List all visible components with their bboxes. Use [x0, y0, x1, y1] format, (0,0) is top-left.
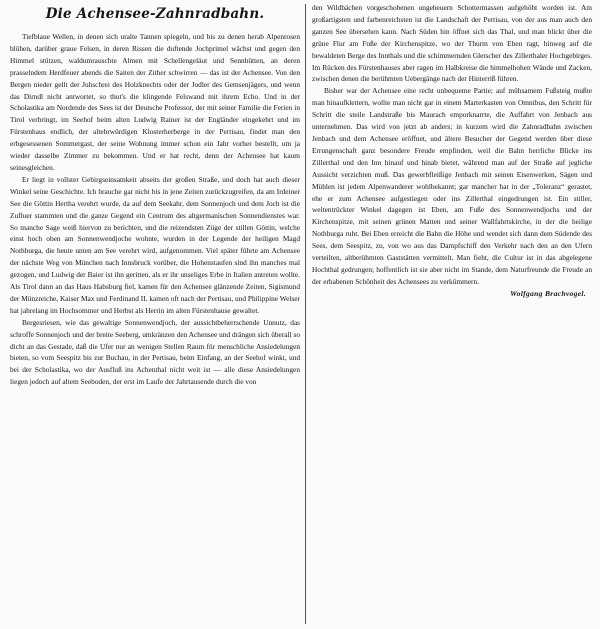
paragraph: Tiefblaue Wellen, in denen sich uralte Tannen spiegeln, und bis zu denen herab Alpenrosen blühen, darüber graue Felsen, in deren Rissen die duftende Jochprimel wächst und gegen den Himmel stützen, waldumrauschte Almen mit Schellengeläut und Sennhütten, an deren prasselndem Herdfeuer abends die Saiten der Zither schwirren — das ist der Achensee. Von den Bergen nieder gellt der Juhschrei des Holzknechts oder der Jodler des Gemsenjägers, und wenn das Dirndl nicht antwortet, so thut's die klingende Felswand mit ihrem Echo. Und in der Scholastika am Nordende des Sees ist der Deutsche Professor, der mit seiner Familie die Ferien in Tirol verbringt, im Seehof beim alten Ludwig Rainer ist der Engländer eingekehrt und im Fürstenhaus endlich, der altehrwürdigen Klosterherberge in der Pertisau, findet man den erbgesessenen Sommergast, der seine Wohnung immer schon ein Jahr vorher bestellt, um ja wieder dasselbe Zimmer zu bekommen. Und er hat recht, denn der Achensee hat kaum seinesgleichen.	[10, 32, 300, 172]
column-divider	[305, 4, 306, 624]
author-signature: Wolfgang Brachvogel.	[510, 288, 586, 298]
paragraph: Bisher war der Achensee eine recht unbequeme Partie; auf mühsamem Fußsteig mußte man hinaufklettern, wollte man nicht gar in einem Marterkasten von Omnibus, den Schritt für Schritt die steile Landstraße bis Maurach emporknarrte, die Auffahrt von Jenbach aus unternehmen. Das wird von jetzt ab anders; in kurzem wird die Zahnradbahn zwischen Jenbach und dem Achensee eröffnet, und ältere Besucher der Gegend werden über diese Errungenschaft ganz besondere Freude empfinden, weil die Bahn herrliche Blicke ins Zillerthal und den Inn hinauf und hinab bietet, während man auf der Straße auf jegliche Aussicht verzichten muß. Das gewerbfleißige Jenbach mit seinen Eisenwerken, Sägen und Mühlen ist jedem Alpenwanderer wohlbekannt; gar mancher hat in der „Toleranz“ gerastet, ehe er zum Achensee aufgestiegen oder ins Zillerthal eingedrungen ist. Ein stiller, weltentrückter Winkel dagegen ist Eben, am Fuße des Sonnenwendjochs und der Kirchenspitze, mit seinen grünen Matten und seiner Wallfahrtskirche, in der die heilige Nothburga ruht. Bei Eben erreicht die Bahn die Höhe und wendet sich dann dem Südende des Sees, dem Seespitz, zu, von wo aus das Dampfschiff den Verkehr nach den an den Ufern verteilten, altberühmten Gaststätten vermittelt. Man fieht, die Cultur ist in das abgelegene Hochthal gedrungen; hoffentlich ist sie aber nicht im Stande, dem Naturfreunde die Freude an der erhabenen Schönheit des Achensees zu verkümmern.	[312, 86, 592, 286]
paragraph: den Wildbächen vorgeschobenen ungeheuern Schottermassen aufgehöht worden ist. Am großartigsten und farbenreichsten ist die Landschaft der Pertisau, von der aus man auch den ganzen See übersehen kann. Nach Süden hin öffnet sich das Thal, und man blickt über die grüne Flur am Fuße der Kirchenspitze, wo der Thurm von Eben ragt, hinweg auf die bewaldeten Berge des Innthals und die schimmernden Gletscher des Zillerthaler Hochgebirges. Im Rücken des Fürstenhauses aber ragen im Halbkreise die himmelhohen Wände und Zacken, zwischen denen die berühmten Uebergänge nach der Hinterriß führen.	[312, 3, 592, 84]
article-title: Die Achensee-Zahnradbahn.	[45, 6, 265, 22]
paragraph: Er liegt in vollster Gebirgseinsamkeit abseits der großen Straße, und doch hat auch dieser Winkel seine Geschichte. Ich brauche gar nicht bis in jene Zeiten zurückzugreifen, da am Irdeiner See die Göttin Hertha verehrt wurde, da auf dem Seekahr, dem Sonnenjoch und dem Joch ist die Zufluer stammten und die ganze Gegend ein Centrum des altgermanischen Sonnendienstes war. So manche Sage weiß hiervon zu berichten, und die reizendsten Züge der stillen Göttin, welche einst hoch oben am Sonnenwendjoche wohnte, wurden in der Legende der heiligen Magd Nothburga, die heute unten am See verehrt wird, aufgenommen. Viel später führte am Achensee der nächste Weg von München nach Innsbruck vorüber, die Hohenstaufen sind ihn manches mal gezogen, und Ludwig der Baier ist ihn geritten, als er ihr unseliges Erbe in Italien antreten wollte. Als Tirol dann an das Haus Habsburg fiel, kamen für den Achensee glänzende Zeiten, Sigismund der Münzreiche, Kaiser Max und Ferdinand II. kamen oft nach der Pertisau, und Philippine Welser hat jahrelang im Hochsommer und Herbst als Herrin im alten Fürstenhause gewaltet.	[10, 174, 300, 315]
paragraph: Bergesriesen, wie das gewaltige Sonnenwendjoch, der aussichtbeherrschende Unnutz, das schroffe Sonnenjoch und der breite Seeberg, umkränzen den Achensee und drängen sich überall so dicht an das Gestade, daß die Ufer nur an wenigen Stellen Raum für menschliche Ansiedelungen bieten, so vom Seespitz bis zur Buchau, in der Pertisau, beim Einfang, an der Seehof winkt, und bei der Scholastika, wo der Ausfluß ins Achenthal nicht weit ist — alle diese Ansiedelungen liegen jedoch auf altem Seeboden, der erst im Laufe der Jahrtausende durch die von	[10, 317, 300, 387]
left-column	[10, 31, 300, 625]
right-column	[312, 2, 592, 625]
